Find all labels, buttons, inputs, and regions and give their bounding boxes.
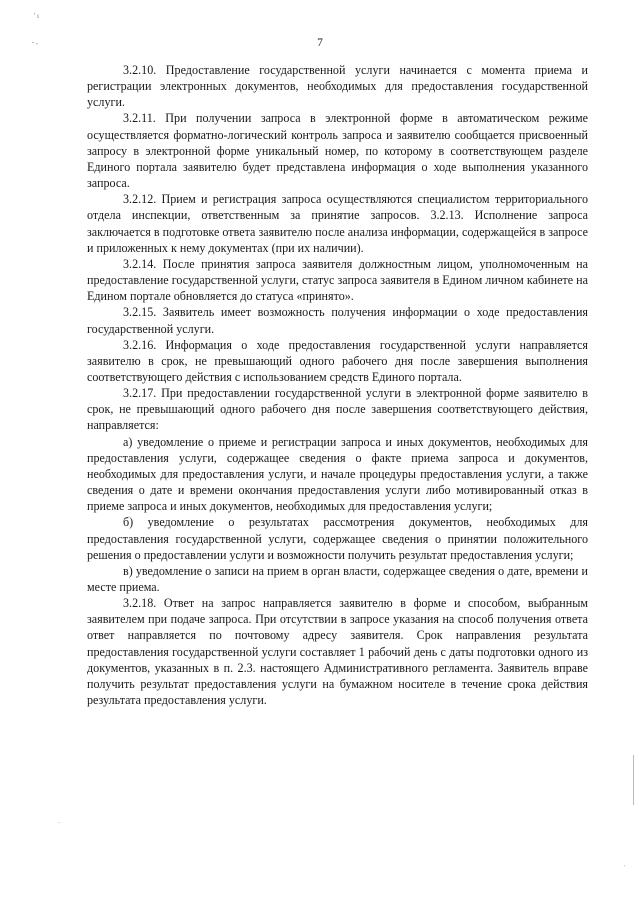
scan-edge-line bbox=[633, 755, 634, 805]
paragraph-3-2-15: 3.2.15. Заявитель имеет возможность получения информации о ходе предоставления государственной услуги. bbox=[87, 305, 588, 336]
paragraph-3-2-18: 3.2.18. Ответ на запрос направляется заявителю в форме и способом, выбранным заявителем при подаче запроса. При отсутствии в запросе указания на способ получения ответа ответ направляется по почтовому адресу заявителя. Срок направления результата предоставления государственной услуги составляет 1 рабочий день с даты подготовки одного из документов, указанных в п. 2.3. настоящего Административного регламента. Заявитель вправе получить результат предоставления услуги на бумажном носителе в течение срока действия результата предоставления услуги. bbox=[87, 596, 588, 708]
list-item-v: в) уведомление о записи на прием в орган власти, содержащее сведения о дате, времени и месте приема. bbox=[87, 563, 588, 594]
paragraph-3-2-11: 3.2.11. При получении запроса в электронной форме в автоматическом режиме осуществляется форматно-логический контроль запроса и заявителю сообщается присвоенный запросу в электронной форме уникальный номер, по которому в соответствующем разделе Единого портала заявителю будет представлена информация о ходе выполнения указанного запроса. bbox=[87, 111, 588, 191]
page-number: 7 bbox=[317, 37, 323, 49]
paragraph-3-2-14: 3.2.14. После принятия запроса заявителя должностным лицом, уполномоченным на предоставление государственной услуги, статус запроса заявителя в Едином личном кабинете на Едином портале обновляется до статуса «принято». bbox=[87, 256, 588, 304]
paragraph-3-2-10: 3.2.10. Предоставление государственной услуги начинается с момента приема и регистрации электронных документов, необходимых для предоставления государственной услуги. bbox=[87, 63, 588, 110]
scan-mark: - bbox=[58, 820, 60, 826]
list-item-a: а) уведомление о приеме и регистрации запроса и иных документов, необходимых для предоставления услуги, содержащее сведения о факте приема запроса и документов, необходимых для предоставления услуги, и начале процедуры предоставления услуги, а также сведения о дате и времени окончания предоставления услуги либо мотивированный отказ в приеме запроса и иных документов, необходимых для предоставления услуги; bbox=[87, 434, 588, 514]
scan-mark: ' bbox=[624, 865, 626, 871]
paragraph-3-2-17: 3.2.17. При предоставлении государственной услуги в электронной форме заявителю в срок, не превышающий одного рабочего дня после завершения соответствующего действия, направляется: bbox=[87, 386, 588, 433]
list-item-b: б) уведомление о результатах рассмотрения документов, необходимых для предоставления государственной услуги, содержащее сведения о принятии положительного решения о предоставлении услуги и возможности получить результат предоставления услуги; bbox=[87, 515, 588, 562]
document-body bbox=[87, 62, 588, 708]
scan-mark: - , bbox=[32, 38, 38, 46]
paragraph-3-2-16: 3.2.16. Информация о ходе предоставления государственной услуги направляется заявителю в срок, не превышающий одного рабочего дня после завершения выполнения соответствующего действия с использованием средств Единого портала. bbox=[87, 337, 588, 384]
scan-mark: ' ı bbox=[34, 12, 39, 20]
paragraph-3-2-12: 3.2.12. Прием и регистрация запроса осуществляются специалистом территориального отдела инспекции, ответственным за принятие запросов. 3.2.13. Исполнение запроса заключается в подготовке ответа заявителю после анализа информации, содержащейся в запросе и приложенных к нему документах (при их наличии). bbox=[87, 192, 588, 255]
